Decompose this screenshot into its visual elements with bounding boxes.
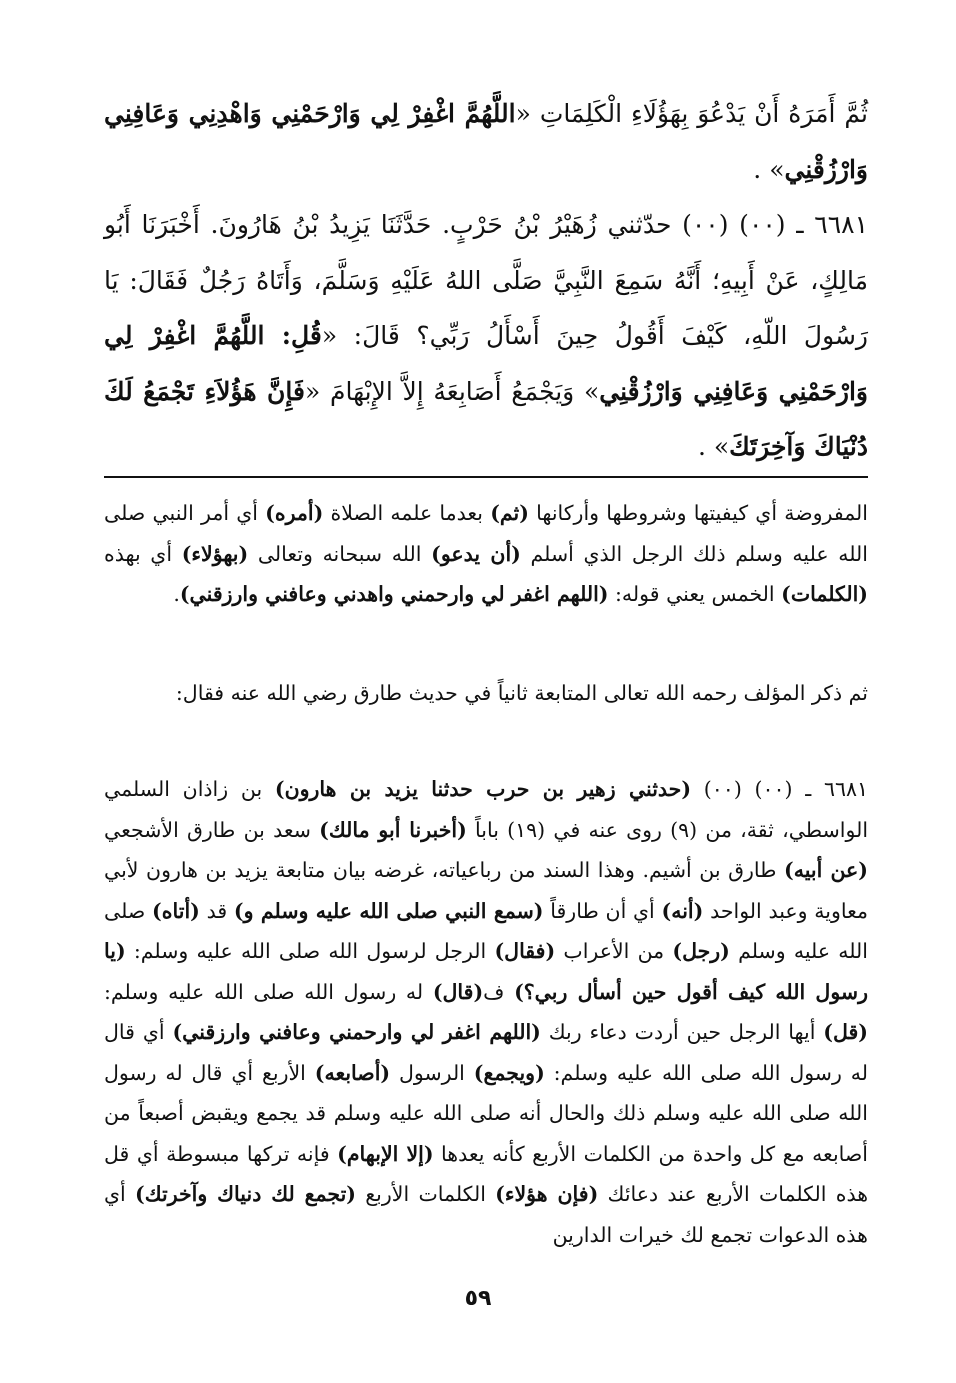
commentary-text <box>104 769 868 1255</box>
quoted-matn: (فقال) <box>494 939 556 963</box>
explanation-text: الله سبحانه وتعالى <box>248 541 432 566</box>
quoted-matn: (بهؤلاء) <box>181 541 249 566</box>
quoted-matn: (ثم) <box>490 501 529 525</box>
hadith-6681 <box>104 197 868 475</box>
explanation-text: الخمس يعني قوله: <box>608 582 782 606</box>
explanation-text: بعدما علمه الصلاة <box>323 501 491 525</box>
explanation-text: الرسول <box>390 1060 474 1085</box>
explanation-text: ف <box>483 979 515 1004</box>
quoted-matn: (أخبرنا أبو مالك) <box>319 817 467 842</box>
explanation-text: صلى الله عليه وسلم <box>104 898 868 963</box>
explanation-text: أي بهذه <box>104 541 182 566</box>
supplication-text: قُلِ: اللَّهُمَّ اغْفِرْ لِي وَارْحَمْنِي وَعَافِنِي وَارْزُقْنِي <box>104 321 868 406</box>
explanation-text: . <box>173 582 180 606</box>
quoted-matn: (فإن هؤلاء) <box>495 1182 599 1206</box>
quoted-matn: (الكلمات) <box>781 582 868 606</box>
page-number: ٥٩ <box>464 1286 492 1311</box>
explanation-text: له رسول الله صلى الله عليه وسلم: <box>104 979 433 1004</box>
quoted-matn: (أصابعه) <box>314 1060 391 1085</box>
quoted-matn: (أمره) <box>265 501 324 525</box>
quoted-matn: (يا رسول الله كيف أقول حين أسأل ربي؟) <box>104 939 868 1004</box>
quoted-matn: (أنه) <box>661 898 704 923</box>
explanation-text: الكلمات الأربع <box>356 1182 496 1206</box>
explanation-text: سعد بن طارق الأشجعي <box>104 817 320 842</box>
quoted-matn: (سمع النبي صلى الله عليه وسلم و) <box>233 898 544 923</box>
explanation-text: الأربع أي قال له رسول الله صلى الله عليه وسلم ذلك والحال أنه صلى الله عليه وسلم قد يجمع ويقبض أصبعاً من أصابعه مع كل واحدة من الكلمات الأربع كأنه يعدها <box>104 1060 869 1166</box>
quoted-matn: (ويجمع) <box>473 1060 545 1085</box>
footnote-divider <box>104 476 868 478</box>
quoted-matn: (تجمع لك دنياك وآخرتك) <box>135 1182 357 1206</box>
explanation-text: أي هذه الدعوات تجمع لك خيرات الدارين <box>104 1182 868 1247</box>
quoted-matn: (اللهم اغفر لي وارحمني واهدني وعافني وارزقني) <box>179 582 609 606</box>
commentary-paragraph-3 <box>104 769 868 1255</box>
quoted-matn: (قال) <box>432 979 484 1004</box>
explanation-text: أي قال له رسول الله صلى الله عليه وسلم: <box>104 1020 868 1085</box>
hadith-paragraph: ثُمَّ أَمَرَهُ أَنْ يَدْعُوَ بِهَؤُلَاءِ الْكَلِمَاتِ «اللَّهُمَّ اغْفِرْ لِي وَارْحَمْنِي وَاهْدِنِي وَعَافِنِي وَارْزُقْنِي» . <box>104 99 868 184</box>
quoted-matn: (أن يدعو) <box>431 541 521 566</box>
quoted-matn: (أتاه) <box>152 898 200 923</box>
supplication-text: اللَّهُمَّ اغْفِرْ لِي وَارْحَمْنِي وَاهْدِنِي وَعَافِنِي وَارْزُقْنِي <box>104 99 868 184</box>
explanation-text: طارق بن أشيم. وهذا السند من رباعياته، غرضه بيان متابعة يزيد بن هارون لأبي معاوية وعبد الواحد <box>104 858 869 923</box>
explanation-text: قد <box>199 898 234 923</box>
quoted-matn: (عن أبيه) <box>784 858 868 882</box>
quoted-matn: (حدثني زهير بن حرب حدثنا يزيد بن هارون) <box>274 777 692 801</box>
supplication-text: فَإِنَّ هَؤُلاَءِ تَجْمَعُ لَكَ دُنْيَاكَ وَآخِرَتَكَ <box>104 376 868 461</box>
explanation-text: أيها الرجل حين أردت دعاء ربك <box>540 1020 824 1044</box>
explanation-text: بن زاذان السلمي الواسطي، ثقة، من (٩) روى عنه في (١٩) باباً <box>104 777 869 842</box>
quoted-matn: (قل) <box>823 1020 869 1044</box>
commentary-text <box>104 493 868 615</box>
explanation-text: الرجل لرسول الله صلى الله عليه وسلم: <box>125 939 495 963</box>
hadith-paragraph: ٦٦٨١ ـ (٠٠) (٠٠) حدّثني زُهَيْرُ بْنُ حَرْبٍ. حَدَّثَنَا يَزِيدُ بْنُ هَارُونَ. أَخْبَرَنَا أَبُو مَالِكٍ، عَنْ أَبِيهِ؛ أَنَّهُ سَمِعَ النَّبِيَّ صَلَّى اللهُ عَلَيْهِ وَسَلَّمَ، وَأَتَاهُ رَجُلٌ فَقَالَ: يَا رَسُولَ اللّهِ، كَيْفَ أَقُولُ حِينَ أَسْأَلُ رَبِّي؟ قَالَ: «قُلِ: اللَّهُمَّ اغْفِرْ لِي وَارْحَمْنِي وَعَافِنِي وَارْزُقْنِي» وَيَجْمَعُ أَصَابِعَهُ إِلاَّ الإِبْهَامَ «فَإِنَّ هَؤُلاَءِ تَجْمَعُ لَكَ دُنْيَاكَ وَآخِرَتَكَ» . <box>104 210 869 461</box>
explanation-text: أي أمر النبي صلى الله عليه وسلم ذلك الرجل الذي أسلم <box>104 501 868 566</box>
quoted-matn: (اللهم اغفر لي وارحمني وعافني وارزقني) <box>172 1020 541 1044</box>
explanation-text: فإنه تركها مبسوطة أي قل هذه الكلمات الأربع عند دعائك <box>104 1141 869 1206</box>
quoted-matn: (رجل) <box>672 939 730 963</box>
explanation-text: المفروضة أي كيفيتها وشروطها وأركانها <box>528 501 868 525</box>
hadith-text-continuation <box>104 86 868 197</box>
explanation-text: أي أن طارقاً <box>543 898 662 923</box>
explanation-text: من الأعراب <box>555 939 673 963</box>
commentary-paragraph-1 <box>104 493 868 615</box>
commentary-paragraph-2 <box>104 673 868 714</box>
explanation-text: ٦٦٨١ ـ (٠٠) (٠٠) <box>691 777 869 801</box>
commentary-text: ثم ذكر المؤلف رحمه الله تعالى المتابعة ثانياً في حديث طارق رضي الله عنه فقال: <box>175 681 868 705</box>
quoted-matn: (إلا الإبهام) <box>337 1141 434 1166</box>
